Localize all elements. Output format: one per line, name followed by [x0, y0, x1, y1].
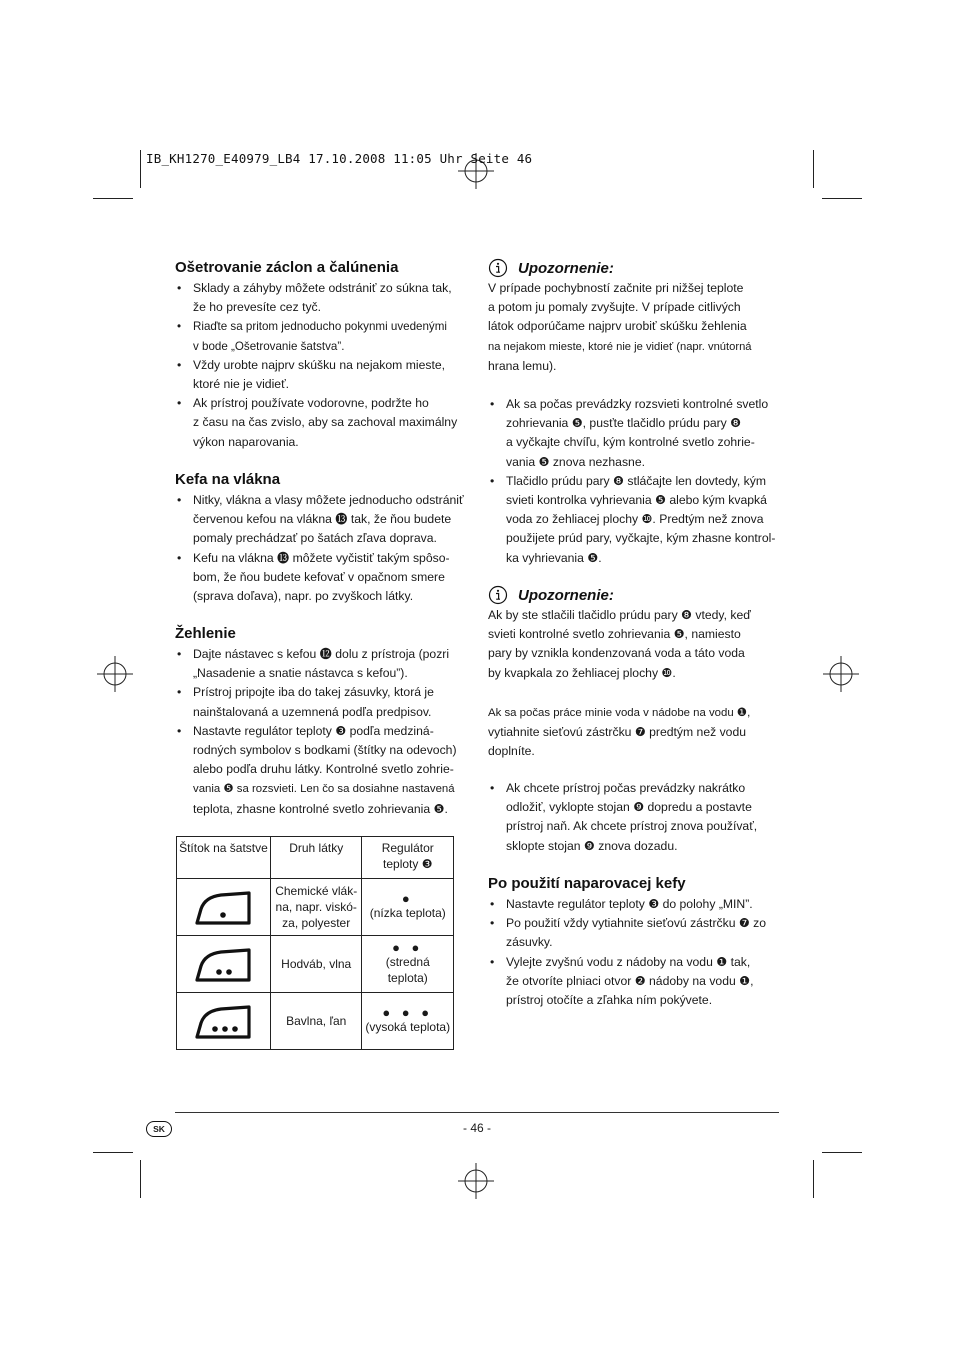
- fabric-type: Chemické vlák-na, napr. viskó-za, polyester: [270, 879, 362, 936]
- section-title-lint-brush: Kefa na vlákna: [175, 471, 281, 488]
- after-use-list: [488, 895, 780, 1010]
- care-label-cell: [177, 879, 271, 936]
- table-header: Druh látky: [270, 837, 362, 879]
- table-header-row: [177, 837, 454, 879]
- list-item: • Ak sa počas prevádzky rozsvieti kontrolné svetlo zohrievania ❺, pusťte tlačidlo prúdu pary ❽ a vyčkajte chvíľu, kým kontrolné svetlo zohrie- vania ❺ znova nezhasne.: [488, 395, 780, 472]
- iron-two-dots-icon: [191, 940, 255, 984]
- list-item: • Ak chcete prístroj počas prevádzky nakrátko odložiť, vyklopte stojan ❾ dopredu a postavte prístroj naň. Ak chcete prístroj znova používať, sklopte stojan ❾ znova dozadu.: [488, 779, 780, 856]
- list-item: • Vylejte zvyšnú vodu z nádoby na vodu ❶ tak, že otvoríte plniaci otvor ❷ nádoby na vodu ❶, prístroj otočíte a zľahka ním pokývete.: [488, 953, 780, 1011]
- list-item: • Vždy urobte najprv skúšku na nejakom mieste, ktoré nie je vidieť.: [175, 356, 465, 394]
- section-title-after-use: Po použití naparovacej kefy: [488, 875, 686, 892]
- fabric-type: Hodváb, vlna: [270, 936, 362, 993]
- section-title-ironing: Žehlenie: [175, 625, 236, 642]
- temperature-table: [176, 836, 454, 1050]
- care-label-cell: [177, 936, 271, 993]
- water-paragraph: Ak sa počas práce minie voda v nádobe na vodu ❶, vytiahnite sieťovú zástrčku ❼ predtým než vodu doplníte.: [488, 707, 751, 759]
- ironing-list: [175, 645, 465, 819]
- iron-one-dot-icon: [191, 883, 255, 927]
- registration-mark-bottom: [458, 1163, 494, 1199]
- footer-divider: [175, 1112, 779, 1113]
- list-item: • Po použití vždy vytiahnite sieťovú zástrčku ❼ zo zásuvky.: [488, 914, 780, 952]
- list-item: • Dajte nástavec s kefou ⓬ dolu z prístroja (pozri „Nasadenie a snatie nástavca s kefou”).: [175, 645, 465, 683]
- temp-dots: ● ●: [392, 940, 424, 955]
- page-number: - 46 -: [462, 1121, 491, 1135]
- crop-mark: [140, 1160, 141, 1198]
- crop-mark: [93, 198, 133, 199]
- stand-list: [488, 779, 780, 856]
- note-heading: [488, 585, 614, 605]
- steam-list: [488, 395, 780, 568]
- info-icon: [488, 258, 508, 278]
- list-item: • Sklady a záhyby môžete odstrániť zo súkna tak, že ho prevesíte cez tyč.: [175, 279, 465, 317]
- table-row: [177, 993, 454, 1050]
- list-item: • Nitky, vlákna a vlasy môžete jednoducho odstrániť červenou kefou na vlákna ⓭ tak, že ňou budete pomaly prechádzať po šatách zľava doprava.: [175, 491, 465, 549]
- list-item: • Tlačidlo prúdu pary ❽ stláčajte len dovtedy, kým svieti kontrolka vyhrievania ❺ alebo kým kvapká voda zo žehliacej plochy ❿. Predtým než znova použijete prúd pary, vyčkajte, kým zhasne kontrol- ka vyhrievania ❺.: [488, 472, 780, 568]
- list-item: • Kefu na vlákna ⓭ môžete vyčistiť takým spôso- bom, že ňou budete kefovať v opačnom smere (sprava doľava), napr. po zvyškoch látky.: [175, 549, 465, 607]
- temp-setting: ● ● ● (vysoká teplota): [362, 993, 454, 1050]
- list-item: • Nastavte regulátor teploty ❸ podľa medziná- rodných symbolov s bodkami (štítky na odevoch) alebo podľa druhu látky. Kontrolné svetlo zohrie- vania ❺ sa rozsvieti. Len čo sa dosiahne nastavená teplota, zhasne kontrolné svetlo zohrievania ❺.: [175, 722, 465, 819]
- temp-dots: ● ● ●: [382, 1005, 434, 1020]
- curtains-list: [175, 279, 465, 452]
- care-label-cell: [177, 993, 271, 1050]
- list-item: • Ak prístroj používate vodorovne, podržte ho z času na čas zvislo, aby sa zachoval maximálny výkon naparovania.: [175, 394, 465, 452]
- fabric-type: Bavlna, ľan: [270, 993, 362, 1050]
- iron-three-dots-icon: [191, 997, 255, 1041]
- temp-dots: ●: [401, 891, 414, 906]
- section-title-curtains: Ošetrovanie záclon a čalúnenia: [175, 259, 399, 276]
- lint-brush-list: [175, 491, 465, 606]
- crop-mark: [822, 198, 862, 199]
- crop-mark: [813, 1160, 814, 1198]
- list-item: • Riaďte sa pritom jednoducho pokynmi uvedenými v bode „Ošetrovanie šatstva”.: [175, 317, 465, 355]
- crop-mark: [822, 1152, 862, 1153]
- registration-mark-left: [97, 656, 133, 692]
- note-title: Upozornenie:: [518, 259, 614, 277]
- print-slug: IB_KH1270_E40979_LB4 17.10.2008 11:05 Uhr Seite 46: [146, 151, 533, 166]
- language-badge: SK: [146, 1121, 172, 1137]
- info-icon: [488, 585, 508, 605]
- temp-setting: ● ● (stredná teplota): [362, 936, 454, 993]
- list-item: • Prístroj pripojte iba do takej zásuvky, ktorá je nainštalovaná a uzemnená podľa predpisov.: [175, 683, 465, 721]
- list-item: • Nastavte regulátor teploty ❸ do polohy „MIN”.: [488, 895, 780, 914]
- table-header: Štítok na šatstve: [177, 837, 271, 879]
- note-text: V prípade pochybností začnite pri nižšej teplote a potom ju pomaly zvyšujte. V prípade citlivých látok odporúčame najprv urobiť skúšku žehlenia na nejakom mieste, ktoré nie je vidieť (napr. vnútorná hrana lemu).: [488, 281, 752, 373]
- table-row: [177, 879, 454, 936]
- table-header: Regulátor teploty ❸: [362, 837, 454, 879]
- table-row: [177, 936, 454, 993]
- note-heading: [488, 258, 614, 278]
- registration-mark-right: [823, 656, 859, 692]
- note-text: Ak by ste stlačili tlačidlo prúdu pary ❽ vtedy, keď svieti kontrolné svetlo zohrievania ❺, namiesto pary by vznikla kondenzovaná voda a táto voda by kvapkala zo žehliacej plochy ❿.: [488, 608, 751, 680]
- crop-mark: [813, 150, 814, 188]
- note-title: Upozornenie:: [518, 586, 614, 604]
- temp-setting: ● (nízka teplota): [362, 879, 454, 936]
- crop-mark: [93, 1152, 133, 1153]
- crop-mark: [140, 150, 141, 188]
